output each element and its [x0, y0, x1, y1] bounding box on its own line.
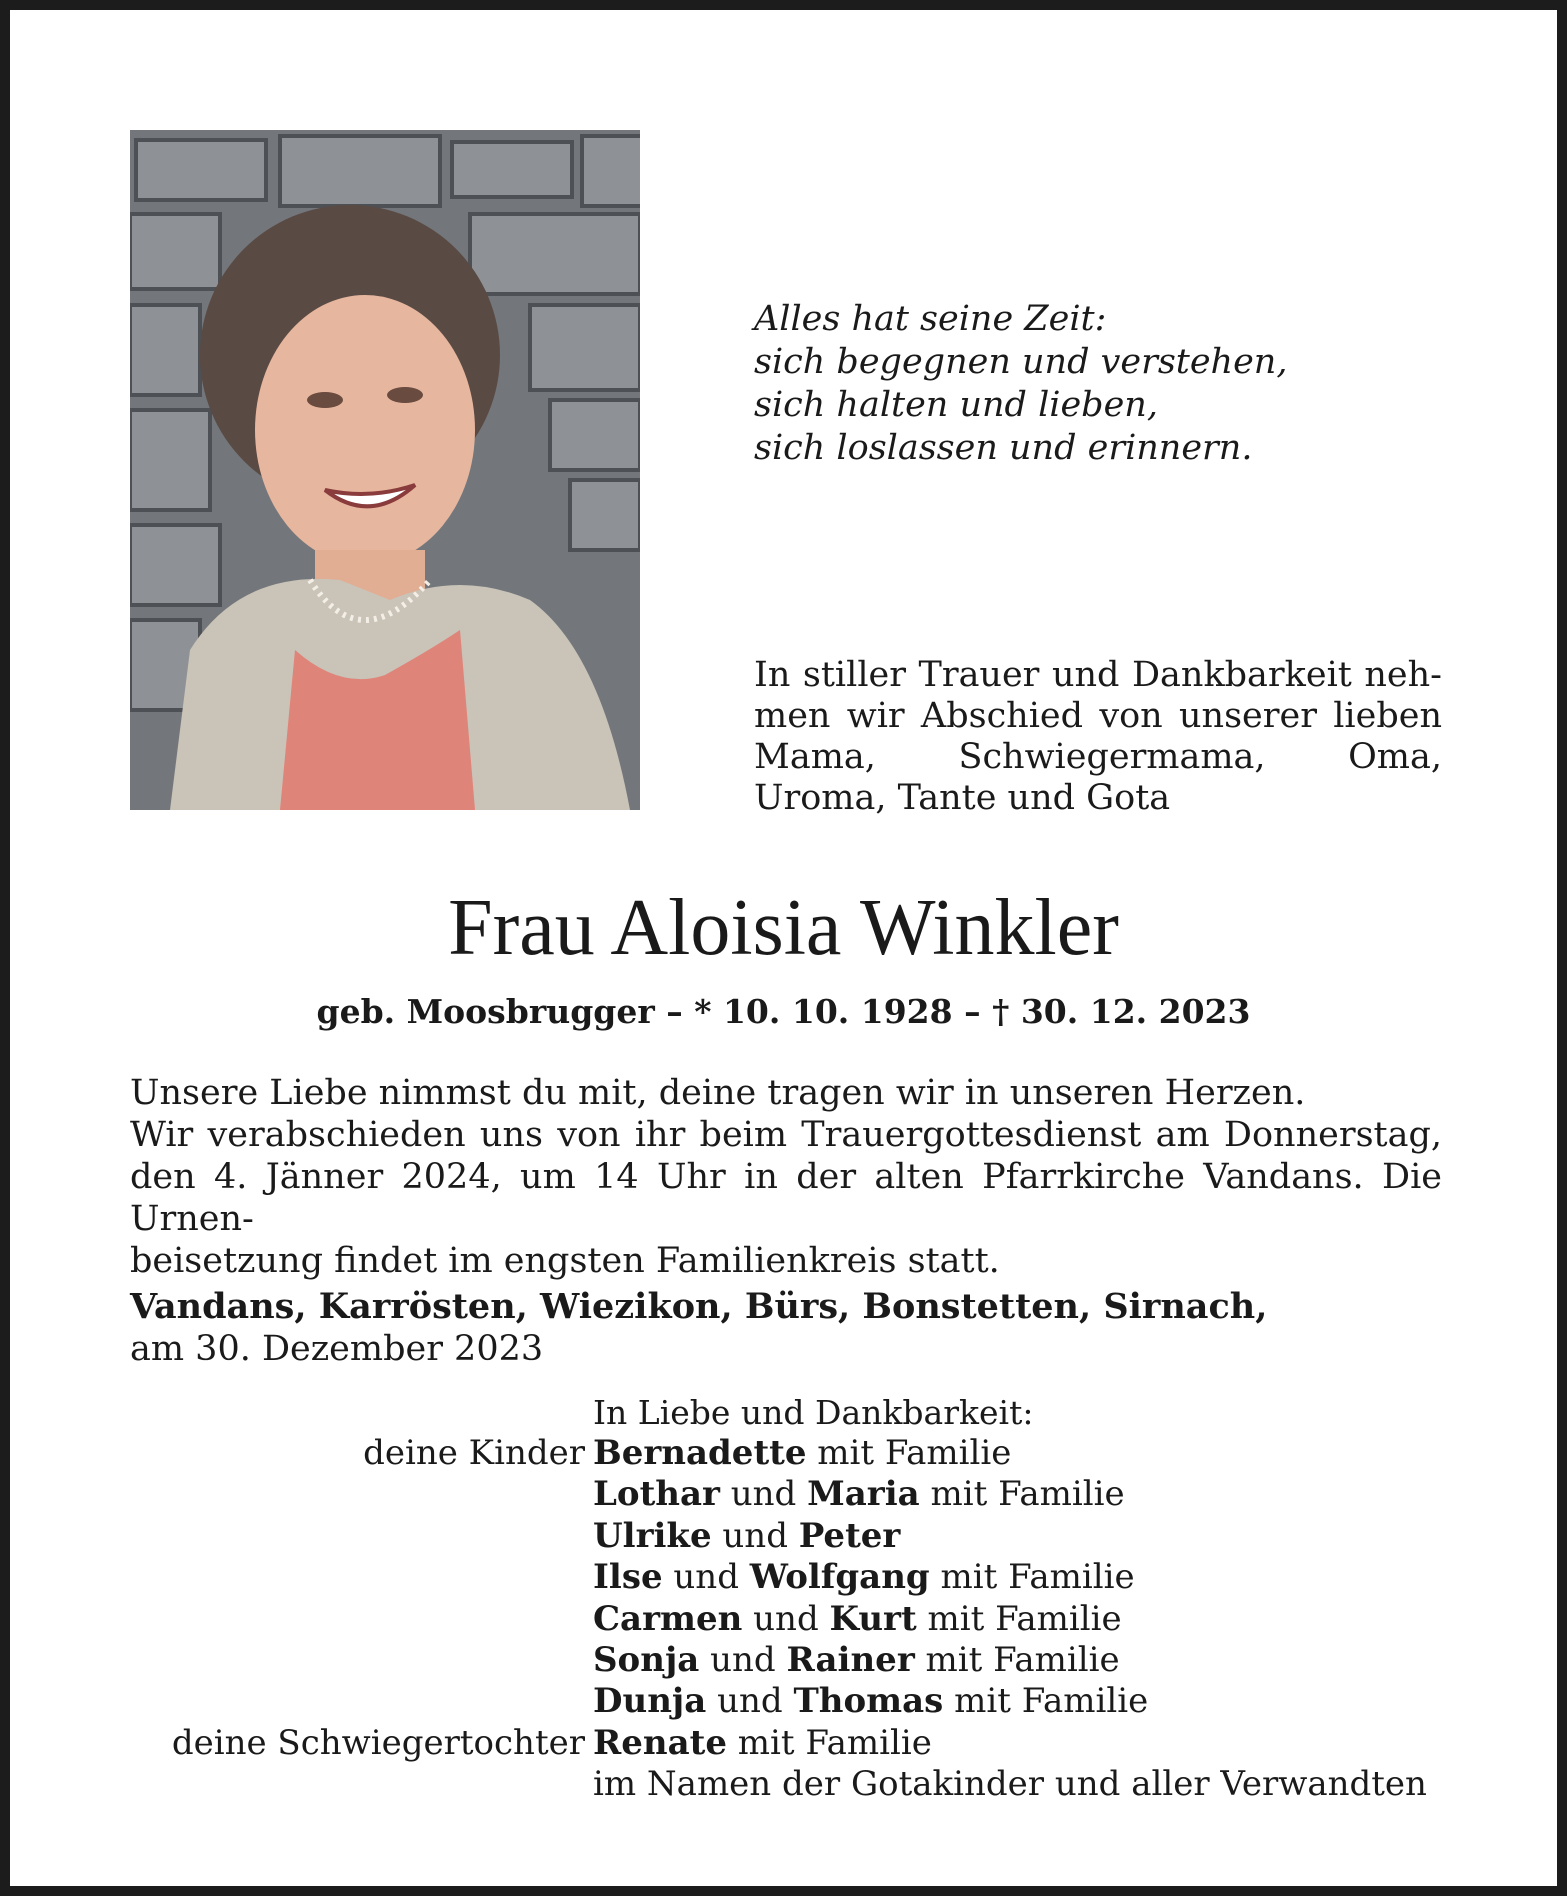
message-line: Wir verabschieden uns von ihr beim Trauergottesdienst am Donnerstag,	[130, 1115, 1442, 1155]
family-row	[10, 1640, 1557, 1681]
message-line: den 4. Jänner 2024, um 14 Uhr in der alten Pfarrkirche Vandans. Die Urnen-	[130, 1157, 1442, 1239]
family-role: deine Schwiegertochter	[171, 1722, 585, 1763]
greeting: In Liebe und Dankbarkeit:	[593, 1393, 1034, 1432]
family-suffix: im Namen der Gotakinder und aller Verwandten	[593, 1764, 1427, 1805]
message-line: Unsere Liebe nimmst du mit, deine tragen wir in unseren Herzen.	[130, 1073, 1306, 1113]
family-row	[10, 1516, 1557, 1557]
family-suffix: mit Familie	[914, 1639, 1120, 1680]
quote-line: sich halten und lieben,	[754, 385, 1158, 425]
family-name: Wolfgang	[749, 1557, 930, 1598]
message-block	[130, 1072, 1442, 1282]
quote-line: sich loslassen und erinnern.	[754, 428, 1253, 468]
family-row	[10, 1723, 1557, 1764]
family-connector: und	[711, 1515, 799, 1556]
family-name: Ilse	[593, 1557, 663, 1598]
family-name: Maria	[807, 1474, 920, 1515]
family-name: Carmen	[593, 1598, 743, 1639]
quote-line: Alles hat seine Zeit:	[754, 299, 1107, 339]
family-connector: und	[719, 1474, 808, 1515]
family-role: deine Kinder	[363, 1433, 585, 1473]
family-suffix: mit Familie	[726, 1722, 932, 1763]
family-connector: und	[699, 1639, 787, 1680]
family-suffix: mit Familie	[943, 1681, 1149, 1722]
deceased-name: Frau Aloisia Winkler	[448, 884, 1119, 972]
place-date: am 30. Dezember 2023	[130, 1329, 544, 1369]
family-row	[10, 1681, 1557, 1722]
family-suffix: mit Familie	[916, 1598, 1122, 1639]
family-row	[10, 1433, 1557, 1474]
family-suffix: mit Familie	[929, 1557, 1135, 1598]
family-name: Peter	[798, 1515, 901, 1556]
place-date-block	[130, 1286, 1267, 1370]
family-suffix: mit Familie	[806, 1433, 1012, 1473]
family-name: Kurt	[829, 1598, 917, 1639]
family-name: Thomas	[793, 1681, 944, 1722]
family-row	[10, 1764, 1557, 1805]
family-row	[10, 1557, 1557, 1598]
family-suffix: mit Familie	[919, 1474, 1125, 1515]
family-name: Renate	[593, 1722, 727, 1763]
intro-text: In stiller Trauer und Dankbarkeit nehmen wir Abschied von unserer lieben Mama, Schwiegermama, Oma, Uroma, Tante und Gota	[754, 655, 1442, 818]
family-row	[10, 1599, 1557, 1640]
quote-block	[754, 298, 1287, 470]
family-row	[10, 1474, 1557, 1515]
family-connector: und	[742, 1598, 830, 1639]
message-line: beisetzung findet im engsten Familienkreis statt.	[130, 1241, 1000, 1281]
family-connector: und	[706, 1681, 794, 1722]
family-connector: und	[662, 1557, 750, 1598]
family-name: Ulrike	[593, 1515, 712, 1556]
portrait-photo-icon	[130, 130, 640, 810]
family-name: Sonja	[593, 1639, 700, 1680]
family-name: Bernadette	[593, 1433, 807, 1473]
family-name: Dunja	[593, 1681, 707, 1722]
place-locations: Vandans, Karrösten, Wiezikon, Bürs, Bonstetten, Sirnach,	[130, 1286, 1268, 1327]
family-name: Rainer	[786, 1639, 915, 1680]
quote-line: sich begegnen und verstehen,	[754, 342, 1288, 382]
family-name: Lothar	[593, 1474, 720, 1515]
deceased-details: geb. Moosbrugger – * 10. 10. 1928 – † 30. 12. 2023	[316, 992, 1251, 1031]
family-list	[10, 1433, 1557, 1806]
portrait-photo	[130, 130, 640, 810]
